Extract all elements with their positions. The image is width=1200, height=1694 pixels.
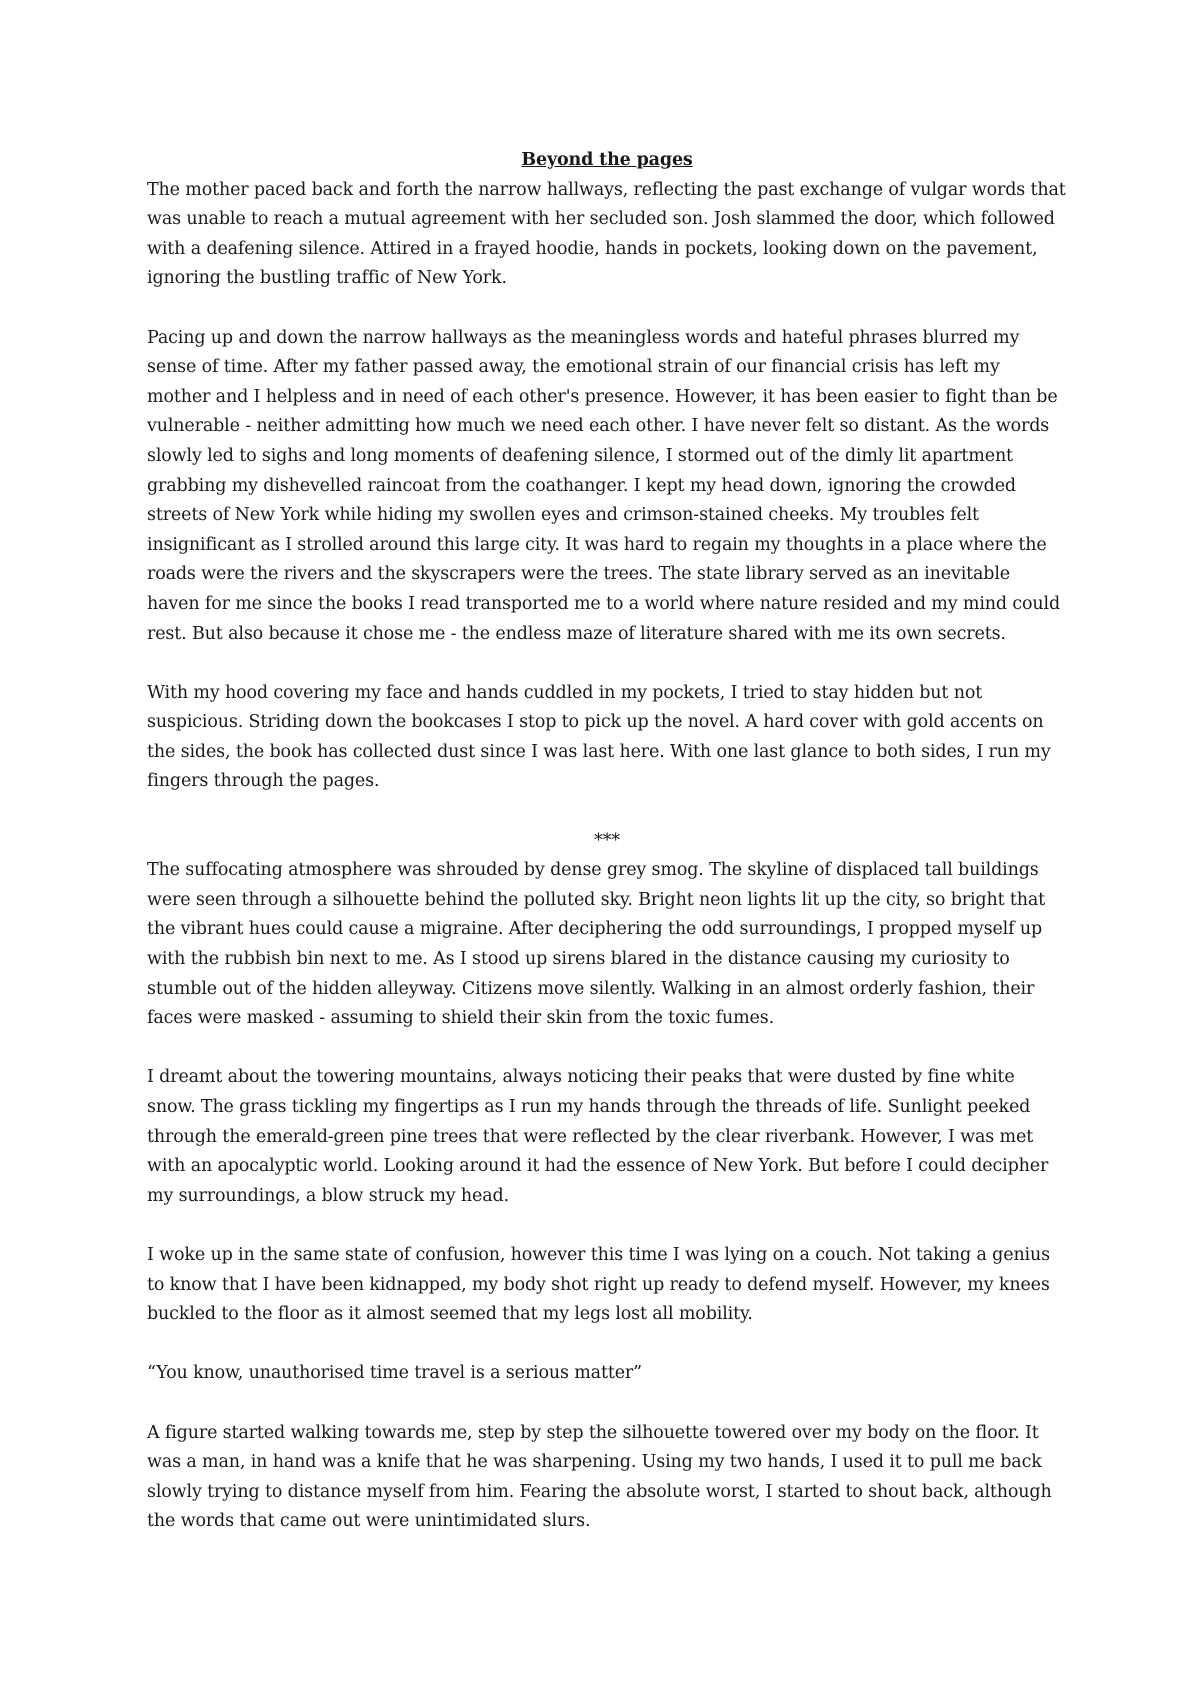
dialogue-line: “You know, unauthorised time travel is a serious matter” bbox=[147, 1363, 642, 1384]
document-title: Beyond the pages bbox=[521, 150, 693, 170]
paragraph: Pacing up and down the narrow hallways as the meaningless words and hateful phrases blurred my sense of time. After my father passed away, the emotional strain of our financial crisis has left my mother and I helpless and in need of each other's presence. However, it has been easier to fight than be vulnerable - neither admitting how much we need each other. I have never felt so distant. As the words slowly led to sighs and long moments of deafening silence, I stormed out of the dimly lit apartment grabbing my dishevelled raincoat from the coathanger. I kept my head down, ignoring the crowded streets of New York while hiding my swollen eyes and crimson-stained cheeks. My troubles felt insignificant as I strolled around this large city. It was hard to regain my thoughts in a place where the roads were the rivers and the skyscrapers were the trees. The state library served as an inevitable haven for me since the books I read transported me to a world where nature resided and my mind could rest. But also because it chose me - the endless maze of literature shared with me its own secrets. bbox=[147, 327, 1061, 644]
section-separator: *** bbox=[594, 830, 620, 851]
paragraph: I woke up in the same state of confusion, however this time I was lying on a couch. Not taking a genius to know that I have been kidnapped, my body shot right up ready to defend myself. However, my knees buckled to the floor as it almost seemed that my legs lost all mobility. bbox=[147, 1244, 1050, 1325]
document-body bbox=[147, 146, 1067, 1537]
paragraph: The suffocating atmosphere was shrouded by dense grey smog. The skyline of displaced tall buildings were seen through a silhouette behind the polluted sky. Bright neon lights lit up the city, so bright that the vibrant hues could cause a migraine. After deciphering the odd surroundings, I propped myself up with the rubbish bin next to me. As I stood up sirens blared in the distance causing my curiosity to stumble out of the hidden alleyway. Citizens move silently. Walking in an almost orderly fashion, their faces were masked - assuming to shield their skin from the toxic fumes. bbox=[147, 860, 1046, 1029]
paragraph: With my hood covering my face and hands cuddled in my pockets, I tried to stay hidden but not suspicious. Striding down the bookcases I stop to pick up the novel. A hard cover with gold accents on the sides, the book has collected dust since I was last here. With one last glance to both sides, I run my fingers through the pages. bbox=[147, 682, 1051, 792]
paragraph: The mother paced back and forth the narrow hallways, reflecting the past exchange of vulgar words that was unable to reach a mutual agreement with her secluded son. Josh slammed the door, which followed with a deafening silence. Attired in a frayed hoodie, hands in pockets, looking down on the pavement, ignoring the bustling traffic of New York. bbox=[147, 179, 1066, 289]
paragraph: A figure started walking towards me, step by step the silhouette towered over my body on the floor. It was a man, in hand was a knife that he was sharpening. Using my two hands, I used it to pull me back slowly trying to distance myself from him. Fearing the absolute worst, I started to shout back, although the words that came out were unintimidated slurs. bbox=[147, 1422, 1052, 1532]
paragraph: I dreamt about the towering mountains, always noticing their peaks that were dusted by fine white snow. The grass tickling my fingertips as I run my hands through the threads of life. Sunlight peeked through the emerald-green pine trees that were reflected by the clear riverbank. However, I was met with an apocalyptic world. Looking around it had the essence of New York. But before I could decipher my surroundings, a blow struck my head. bbox=[147, 1067, 1049, 1206]
